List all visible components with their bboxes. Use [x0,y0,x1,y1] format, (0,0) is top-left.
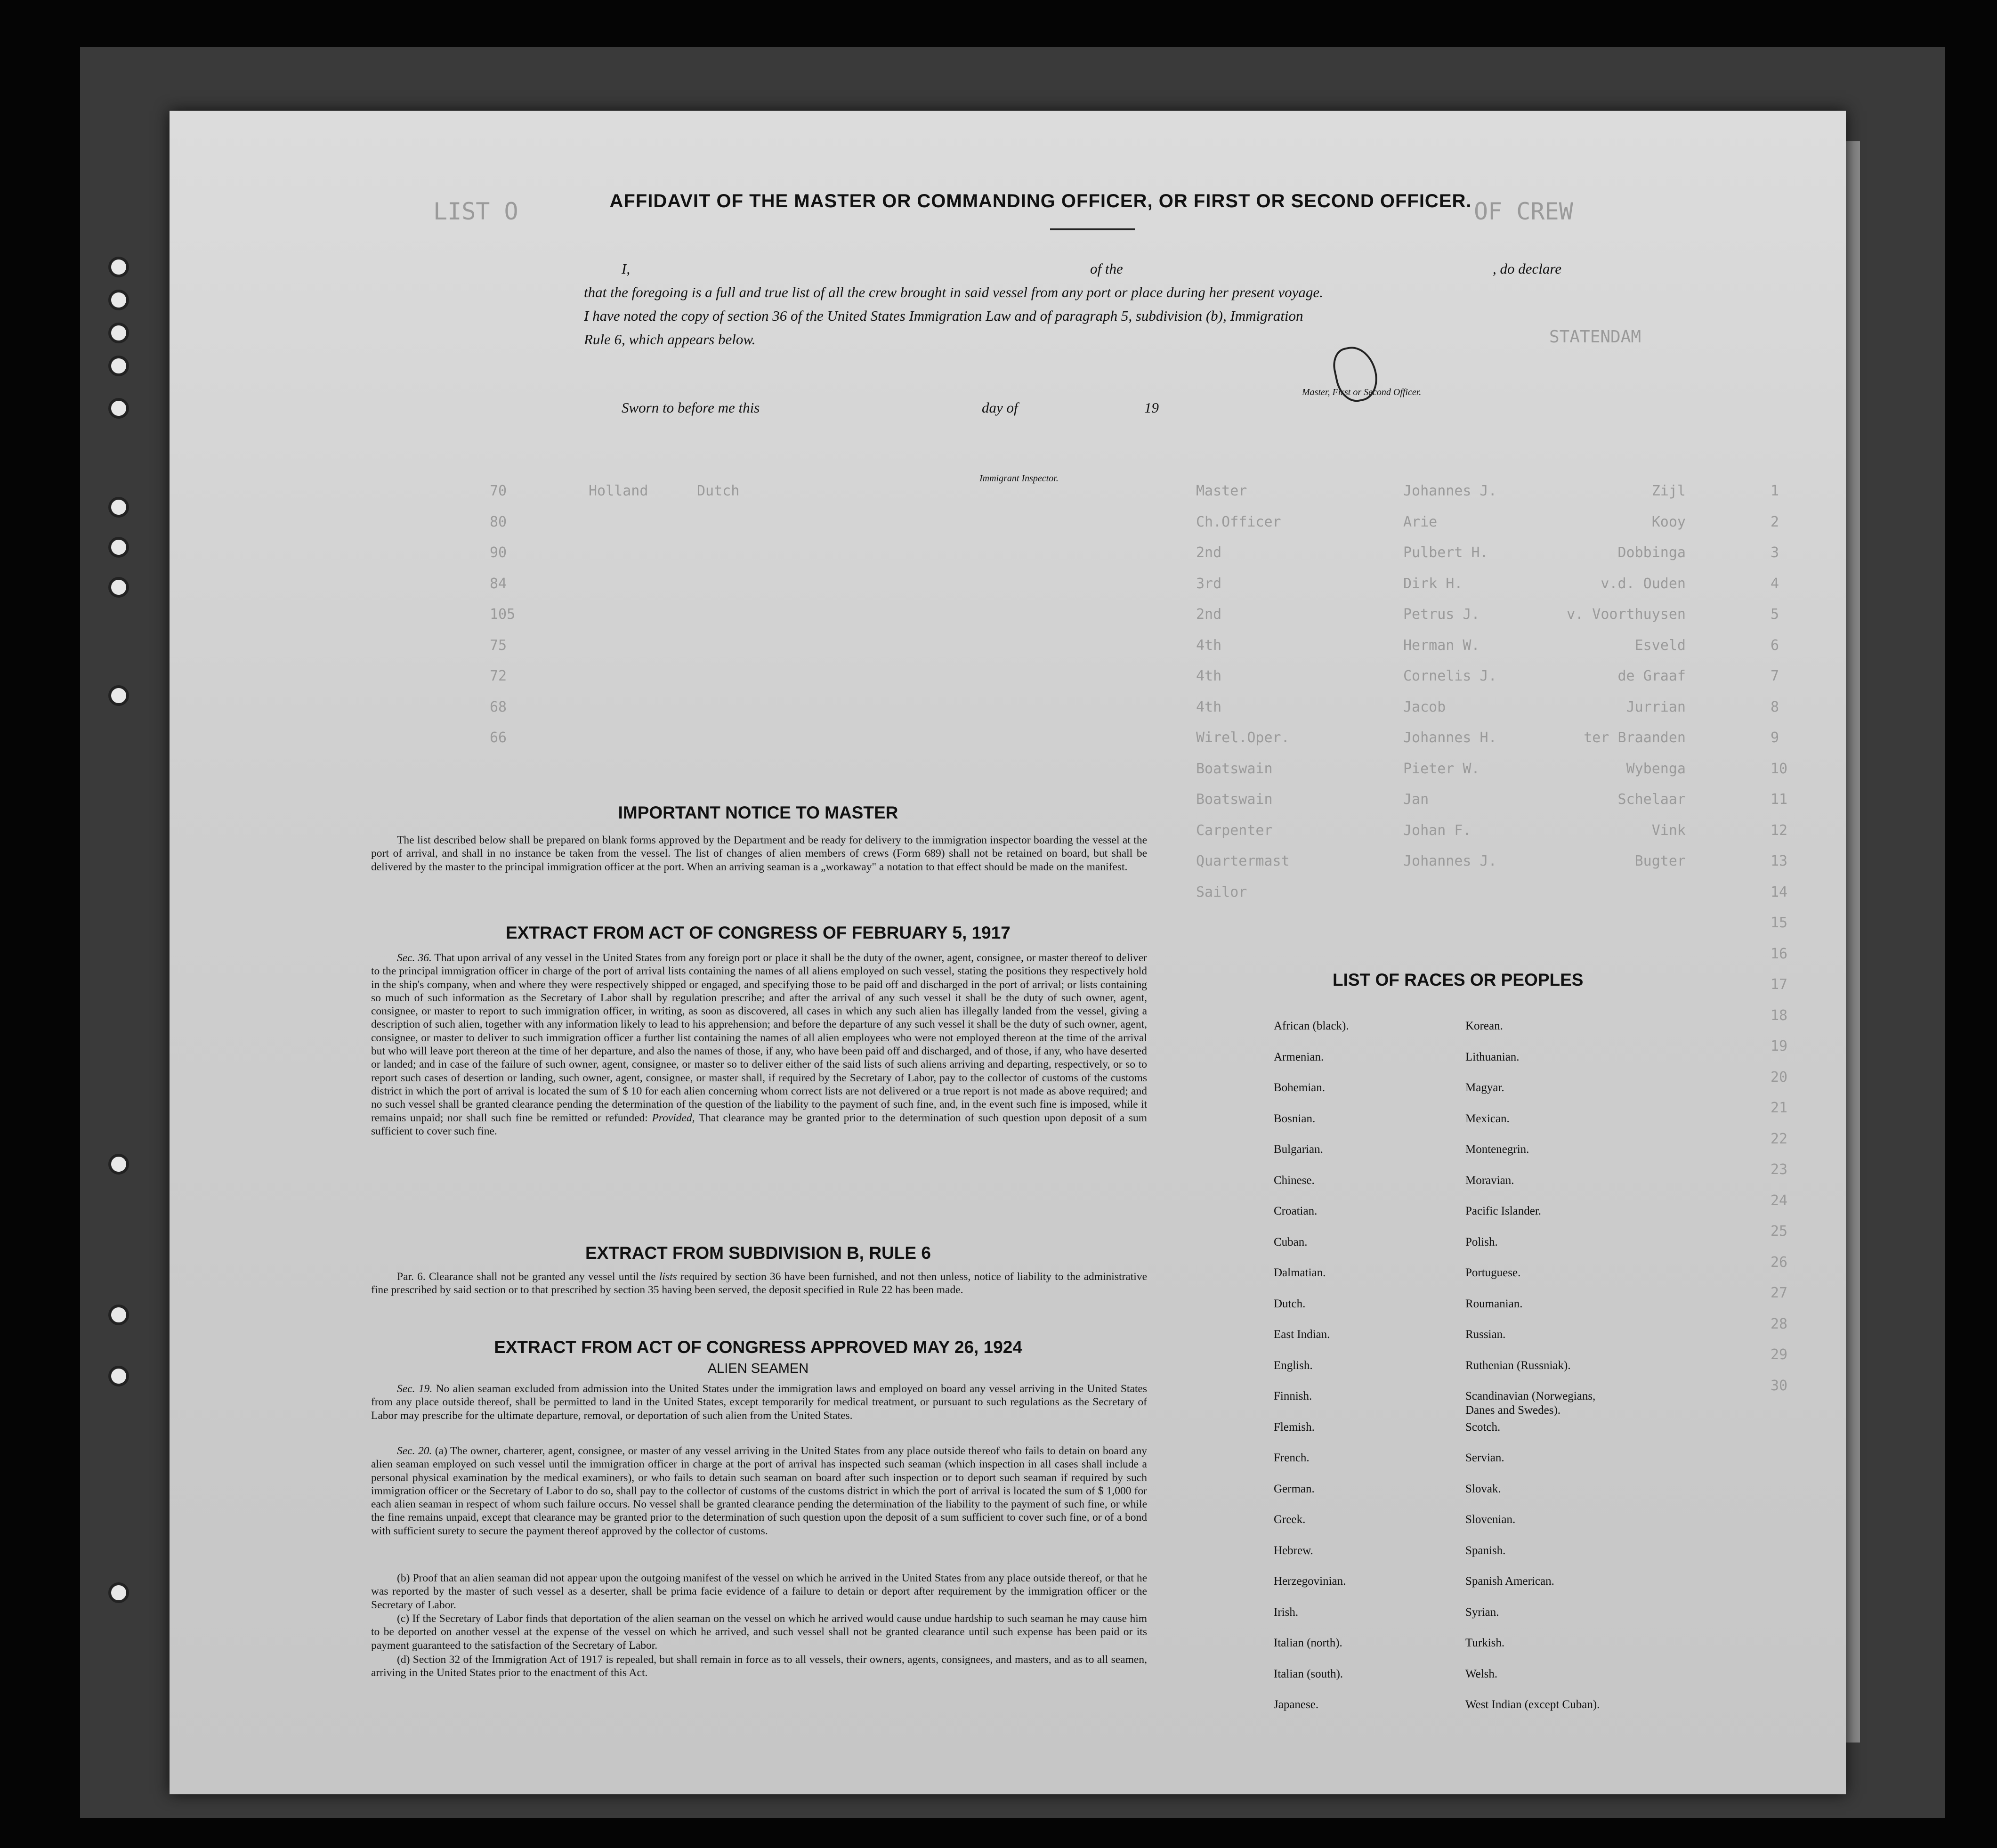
ghost-row-number: 9 [1771,729,1779,746]
punch-hole [108,537,129,558]
ghost-given-name: Pulbert H. [1403,544,1488,561]
race-item: Moravian. [1465,1174,1514,1187]
ghost-surname: Wybenga [1626,760,1686,777]
race-item: Dalmatian. [1274,1266,1326,1279]
document-sheet [170,111,1846,1794]
ghost-row-number: 18 [1771,1007,1788,1024]
ghost-position: 2nd [1196,544,1222,561]
ghost-surname: Kooy [1651,513,1686,530]
race-item: African (black). [1274,1020,1349,1032]
affidavit-do-declare: , do declare [1493,260,1562,277]
race-item: Portuguese. [1465,1266,1521,1279]
ghost-surname: de Graaf [1617,668,1686,684]
master-label: Master, First or Second Officer. [1302,387,1422,397]
sec20-label: Sec. 20. [397,1445,432,1457]
ghost-position: Quartermast [1196,853,1290,869]
provided-word: Provided, [652,1111,695,1124]
ghost-given-name: Petrus J. [1403,606,1480,623]
sec20b-text: (b) Proof that an alien seaman did not appear upon the outgoing manifest of the vessel on which he arrived in the United States from any place outside thereof, or that he was reported by the master of such vessel as a deserter, shall be prima facie evidence of a failure to detain or deport after requirement by the immigration officer or the Secretary of Labor. [371,1572,1147,1611]
ghost-surname: Bugter [1634,853,1686,869]
title-divider [1050,228,1135,230]
ghost-surname: Vink [1651,822,1686,839]
race-item: Irish. [1274,1605,1299,1619]
races-heading: LIST OF RACES OR PEOPLES [1333,970,1584,989]
ghost-given-name: Johannes H. [1403,729,1497,746]
sec36-text: That upon arrival of any vessel in the United States from any foreign port or place it shall be the duty of the owner, agent, consignee, or master thereof to deliver to the principal immigration officer in charge of the port of arrival lists containing the names of all aliens employed on such vessel, stating the positions they respectively hold in the ship's company, when and where they were respectively shipped or engaged, and specifying those to be paid off and discharged in the port of arrival; or lists containing so much of such information as the Secretary of Labor shall by regulation prescribe; and after the arrival of any such vessel it shall be the duty of such owner, agent, consignee, or master to report to such immigration officer, in writing, as soon as discovered, all cases in which any such alien has illegally landed from the vessel, giving a description of such alien, together with any information likely to lead to his apprehension; and before the departure of any such vessel it shall be the duty of such owner, agent, consignee, or master to deliver to such immigration officer a further list containing the names of all alien employees who were not employed thereon at the time of the arrival but who will leave port thereon at the time of her departure, and also the names of those, if any, who have been paid off and discharged, and of those, if any, who have deserted or landed; and in case of the failure of such owner, agent, consignee, or master so to deliver either of the said lists of such aliens arriving and departing, respectively, or so to report such cases of desertion or landing, such owner, agent, consignee, or master shall, if required by the Secretary of Labor, pay to the collector of customs of the customs district in which the port of arrival is located the sum of $ 10 for each alien concerning whom correct lists are not delivered or a true report is not made as above required; and no such vessel shall be granted clearance pending the determination of the question of the liability to the payment of such fine, and, in the event such fine is imposed, while it remains unpaid; nor shall such fine be remitted or refunded: [371,952,1147,1124]
ghost-position: Wirel.Oper. [1196,729,1290,746]
ghost-row-number: 12 [1771,822,1788,839]
race-item: Scotch. [1465,1420,1501,1434]
ghost-position: Ch.Officer [1196,513,1281,530]
ghost-weight: 66 [490,729,507,746]
day-of-label: day of [982,399,1018,416]
race-item: Slovak. [1465,1482,1501,1495]
ghost-row-number: 7 [1771,668,1779,684]
sworn-label: Sworn to before me this [622,399,760,416]
ghost-row-number: 5 [1771,606,1779,623]
punch-hole [108,1154,129,1175]
sec19-label: Sec. 19. [397,1383,433,1395]
ghost-row-number: 22 [1771,1130,1788,1147]
rule6-text [371,1270,1147,1297]
sec19-text [371,1382,1147,1422]
race-item: Montenegrin. [1465,1143,1529,1156]
punch-hole [108,323,129,343]
ghost-country: Holland [589,483,648,499]
race-item: Slovenian. [1465,1513,1516,1526]
race-item: West Indian (except Cuban). [1465,1698,1600,1711]
ghost-surname: Zijl [1651,483,1686,499]
ghost-row-number: 24 [1771,1192,1788,1209]
ghost-weight: 90 [490,544,507,561]
race-item: Herzegovinian. [1274,1575,1346,1588]
punch-hole [108,1305,129,1325]
ghost-position: 4th [1196,637,1222,654]
ghost-row-number: 14 [1771,883,1788,900]
ghost-row-number: 11 [1771,791,1788,808]
ghost-surname: v.d. Ouden [1601,575,1686,592]
ghost-weight: 80 [490,513,507,530]
race-item: Mexican. [1465,1112,1510,1125]
race-item: Cuban. [1274,1235,1308,1248]
inspector-label: Immigrant Inspector. [979,473,1059,484]
sec20c-text: (c) If the Secretary of Labor finds that deportation of the alien seaman on the vessel on which he arrived would cause undue hardship to such seaman he may cause him to be deported on another vessel at the expense of the vessel on which he arrived, and such vessel shall not be granted clearance until such expense has been paid or its payment guaranteed to the satisfaction of the Secretary of Labor. [371,1613,1147,1652]
race-item: Magyar. [1465,1081,1504,1094]
race-item: Bulgarian. [1274,1143,1323,1156]
ghost-position: 2nd [1196,606,1222,623]
punch-hole [108,257,129,277]
ghost-surname: Jurrian [1626,698,1686,715]
affidavit-text-3: Rule 6, which appears below. [584,331,756,348]
race-item: Italian (south). [1274,1667,1343,1680]
race-item: Japanese. [1274,1698,1319,1711]
ghost-weight: 72 [490,668,507,684]
punch-hole [108,1366,129,1386]
ghost-row-number: 13 [1771,853,1788,869]
punch-hole [108,398,129,419]
ghost-given-name: Jacob [1403,698,1446,715]
sec19-body: No alien seaman excluded from admission into the United States under the immigration laws and employed on board any vessel arriving in the United States from any place outside thereof, shall be permitted to land in the United States, except temporarily for medical treatment, or pursuant to such regulations as the Secretary of Labor may prescribe for the ultimate departure, removal, or deportation of such alien from the United States. [371,1383,1147,1422]
ghost-position: Master [1196,483,1247,499]
notice-heading: IMPORTANT NOTICE TO MASTER [618,803,898,822]
ghost-surname: Schelaar [1617,791,1686,808]
race-item: Scandinavian (Norwegians, [1465,1390,1596,1402]
ghost-position: Boatswain [1196,760,1273,777]
punch-hole [108,1582,129,1603]
race-item: Spanish. [1465,1544,1506,1557]
ghost-row-number: 23 [1771,1161,1788,1178]
race-item: Chinese. [1274,1174,1315,1187]
ghost-row-number: 8 [1771,698,1779,715]
race-item: Italian (north). [1274,1637,1342,1649]
race-item: Polish. [1465,1235,1498,1248]
ghost-row-number: 26 [1771,1254,1788,1271]
ghost-weight: 70 [490,483,507,499]
sec20d-text: (d) Section 32 of the Immigration Act of 1917 is repealed, but shall remain in force as to all vessels, their owners, agents, consignees, and masters, and as to all seamen, arriving in the United States prior to the enactment of this Act. [371,1653,1147,1679]
race-item: French. [1274,1451,1310,1464]
ghost-row-number: 4 [1771,575,1779,592]
race-item: Spanish American. [1465,1575,1554,1588]
sec20a-text [371,1444,1147,1538]
ghost-row-number: 16 [1771,945,1788,962]
race-item: Ruthenian (Russniak). [1465,1359,1571,1372]
race-item: Servian. [1465,1451,1504,1464]
race-item: Flemish. [1274,1420,1315,1434]
race-item: Russian. [1465,1328,1506,1341]
rule6-lists: lists [659,1271,677,1283]
race-item: Roumanian. [1465,1297,1523,1310]
affidavit-text-2: I have noted the copy of section 36 of the United States Immigration Law and of paragraph 5, subdivision (b), Immigration [584,308,1303,324]
ghost-weight: 68 [490,698,507,715]
sec36-label: Sec. 36. [397,952,432,964]
race-item: Armenian. [1274,1050,1324,1063]
ghost-row-number: 19 [1771,1038,1788,1054]
ghost-given-name: Arie [1403,513,1438,530]
ghost-row-number: 21 [1771,1100,1788,1116]
ghost-surname: Dobbinga [1617,544,1686,561]
affidavit-title: AFFIDAVIT OF THE MASTER OR COMMANDING OFFICER, OR FIRST OR SECOND OFFICER. [609,191,1472,211]
ghost-given-name: Herman W. [1403,637,1480,654]
sec36-text-end: That clearance may be granted prior to the determination of such question upon deposit of a sum sufficient to cover such fine. [371,1111,1148,1137]
race-item: Dutch. [1274,1297,1306,1310]
year-label: 19 [1144,399,1159,416]
ghost-row-number: 1 [1771,483,1779,499]
ghost-given-name: Jan [1403,791,1429,808]
extract-1924-heading: EXTRACT FROM ACT OF CONGRESS APPROVED MAY 26, 1924 [494,1337,1022,1357]
extract-1917-heading: EXTRACT FROM ACT OF CONGRESS OF FEBRUARY 5, 1917 [506,923,1011,942]
punch-hole [108,685,129,706]
ghost-given-name: Johannes J. [1403,853,1497,869]
ghost-position: 4th [1196,698,1222,715]
rule6-text-b: required by section 36 have been furnished, and not then unless, notice of liability to the administrative fine prescribed by said section or to that prescribed by section 35 having been served, the deposit specified in Rule 22 has been made. [371,1271,1147,1297]
race-item: Pacific Islander. [1465,1205,1542,1217]
sec20a-body: (a) The owner, charterer, agent, consignee, or master of any vessel arriving in the United States from any place outside thereof who fails to detain on board any alien seaman employed on such vessel until the immigration officer in charge at the port of arrival has inspected such seaman (which inspection in all cases shall include a personal physical examination by the medical examiners), or who fails to detain such seaman on board after such inspection or to deport such seaman if required by such immigration officer or the Secretary of Labor to do so, shall pay to the collector of customs of the customs district in which the port of arrival is located the sum of $ 1,000 for each alien seaman in respect of whom such failure occurs. No vessel shall be granted clearance pending the determination of the liability to the payment of such fine, or while the fine remains unpaid, except that clearance may be granted prior to the determination of such question upon the deposit of a sum sufficient to cover such fine, or of a bond with sufficient surety to secure the payment thereof approved by the collector of customs. [371,1445,1147,1537]
ghost-surname: Esveld [1634,637,1686,654]
ghost-given-name: Johannes J. [1403,483,1497,499]
ghost-row-number: 20 [1771,1069,1788,1086]
affidavit-text-1: that the foregoing is a full and true list of all the crew brought in said vessel from any port or place during her present voyage. [584,284,1323,300]
race-item: Greek. [1274,1513,1306,1526]
ghost-row-number: 17 [1771,976,1788,993]
extract-1917-text [371,951,1147,1138]
rule6-text-a: Par. 6. Clearance shall not be granted any vessel until the [397,1271,656,1283]
ghost-position: Boatswain [1196,791,1273,808]
race-item: German. [1274,1482,1315,1495]
ghost-row-number: 6 [1771,637,1779,654]
ghost-header-left: LIST O [433,198,518,225]
affidavit-i: I, [622,260,631,277]
ghost-row-number: 27 [1771,1285,1788,1301]
punch-hole [108,577,129,598]
ghost-row-number: 3 [1771,544,1779,561]
ghost-weight: 75 [490,637,507,654]
punch-hole [108,290,129,310]
notice-text: The list described below shall be prepared on blank forms approved by the Department and be ready for delivery to the immigration inspector boarding the vessel at the port of arrival, and shall in no instance be taken from the vessel. The list of changes of alien members of crews (Form 689) shall not be retained on board, but shall be delivered by the master to the principal immigration officer at the port. When an arriving seaman is a „workaway" a notation to that effect should be made on the manifest. [371,834,1147,873]
ghost-row-number: 10 [1771,760,1788,777]
race-item: Lithuanian. [1465,1050,1520,1063]
ghost-row-number: 30 [1771,1377,1788,1394]
race-item: Bohemian. [1274,1081,1326,1094]
ghost-position: 4th [1196,668,1222,684]
race-item: English. [1274,1359,1313,1372]
race-item: Finnish. [1274,1390,1312,1402]
ghost-vessel-name: STATENDAM [1549,327,1641,347]
race-item: East Indian. [1274,1328,1330,1341]
race-item: Danes and Swedes). [1465,1404,1561,1417]
ghost-row-number: 25 [1771,1223,1788,1240]
ghost-given-name: Pieter W. [1403,760,1480,777]
race-item: Korean. [1465,1020,1503,1032]
ghost-row-number: 2 [1771,513,1779,530]
race-item: Hebrew. [1274,1544,1313,1557]
ghost-given-name: Cornelis J. [1403,668,1497,684]
ghost-row-number: 15 [1771,915,1788,931]
race-item: Welsh. [1465,1667,1498,1680]
punch-hole [108,497,129,518]
ghost-row-number: 29 [1771,1346,1788,1363]
ghost-surname: v. Voorthuysen [1567,606,1686,623]
race-item: Syrian. [1465,1605,1499,1619]
ghost-row-number: 28 [1771,1315,1788,1332]
affidavit-of-the: of the [1090,260,1123,277]
ghost-given-name: Dirk H. [1403,575,1463,592]
punch-hole [108,356,129,376]
ghost-surname: ter Braanden [1584,729,1686,746]
ghost-header-right: OF CREW [1474,198,1573,225]
ghost-position: Sailor [1196,883,1247,900]
race-item: Bosnian. [1274,1112,1316,1125]
ghost-position: 3rd [1196,575,1222,592]
ghost-weight: 105 [490,606,516,623]
race-item: Croatian. [1274,1205,1318,1217]
rule6-heading: EXTRACT FROM SUBDIVISION B, RULE 6 [585,1243,931,1263]
ghost-nationality: Dutch [697,483,740,499]
ghost-weight: 84 [490,575,507,592]
ghost-given-name: Johan F. [1403,822,1471,839]
alien-seamen-subheading: ALIEN SEAMEN [707,1361,809,1376]
ghost-position: Carpenter [1196,822,1273,839]
race-item: Turkish. [1465,1637,1505,1649]
